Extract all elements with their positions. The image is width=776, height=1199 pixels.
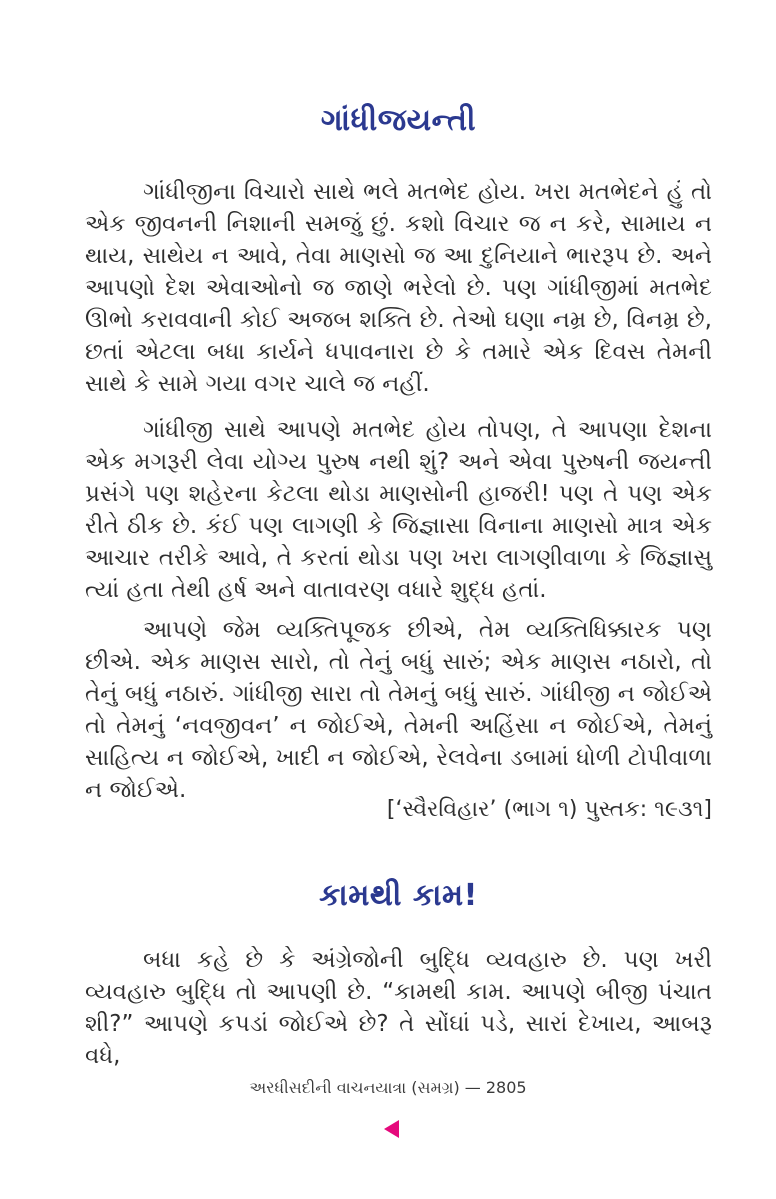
article2-paragraph-1: બધા કહે છે કે અંગ્રેજોની બુદ્ધિ વ્યવહારુ છે. પણ ખરી વ્યવહારુ બુદ્ધિ તો આપણી છે. “કામથી કામ. આપણે બીજી પંચાત શી?” આપણે કપડાં જોઈએ છે? તે સોંઘાં પડે, સારાં દેખાય, આબરૂ વધે,	[85, 947, 712, 1069]
page-footer: અરધીસદીની વાચનયાત્રા (સમગ્ર) — 2805	[249, 1078, 527, 1097]
prev-page-button[interactable]	[379, 1117, 403, 1141]
article1-title: ગાંધીજયન્તી	[320, 103, 477, 138]
article1-paragraph-1: ગાંધીજીના વિચારો સાથે ભલે મતભેદ હોય. ખરા મતભેદને હું તો એક જીવનની નિશાની સમજું છું. કશો વિચાર જ ન કરે, સામાય ન થાય, સાથેય ન આવે, તેવા માણસો જ આ દુનિયાને ભારરૂપ છે. અને આપણો દેશ એવાઓનો જ જાણે ભરેલો છે. પણ ગાંધીજીમાં મતભેદ ઊભો કરાવવાની કોઈ અજબ શક્તિ છે. તેઓ ઘણા નમ્ર છે, વિનમ્ર છે, છતાં એટલા બધા કાર્યને ધપાવનારા છે કે તમારે એક દિવસ તેમની સાથે કે સામે ગયા વગર ચાલે જ નહીં.	[85, 179, 712, 397]
source-citation: [‘સ્વૈરવિહાર’ (ભાગ ૧) પુસ્તક: ૧૯૩૧]	[386, 797, 712, 822]
article1-paragraph-2: ગાંધીજી સાથે આપણે મતભેદ હોય તોપણ, તે આપણા દેશના એક મગરૂરી લેવા યોગ્ય પુરુષ નથી શું? અને એવા પુરુષની જયન્તી પ્રસંગે પણ શહેરના કેટલા થોડા માણસોની હાજરી! પણ તે પણ એક રીતે ઠીક છે. કંઈ પણ લાગણી કે જિજ્ઞાસા વિનાના માણસો માત્ર એક આચાર તરીકે આવે, તે કરતાં થોડા પણ ખરા લાગણીવાળા કે જિજ્ઞાસુ ત્યાં હતા તેથી હર્ષ અને વાતાવરણ વધારે શુદ્ધ હતાં.	[85, 417, 712, 603]
article2-title: કામથી કામ!	[319, 878, 478, 913]
left-triangle-icon	[384, 1120, 399, 1138]
article1-paragraph-3: આપણે જેમ વ્યક્તિપૂજક છીએ, તેમ વ્યક્તિધિક્કારક પણ છીએ. એક માણસ સારો, તો તેનું બધું સારું; એક માણસ નઠારો, તો તેનું બધું નઠારું. ગાંધીજી સારા તો તેમનું બધું સારું. ગાંધીજી ન જોઈએ તો તેમનું ‘નવજીવન’ ન જોઈએ, તેમની અહિંસા ન જોઈએ, તેમનું સાહિત્ય ન જોઈએ, ખાદી ન જોઈએ, રેલવેના ડબામાં ધોળી ટોપીવાળા ન જોઈએ.	[85, 617, 712, 803]
